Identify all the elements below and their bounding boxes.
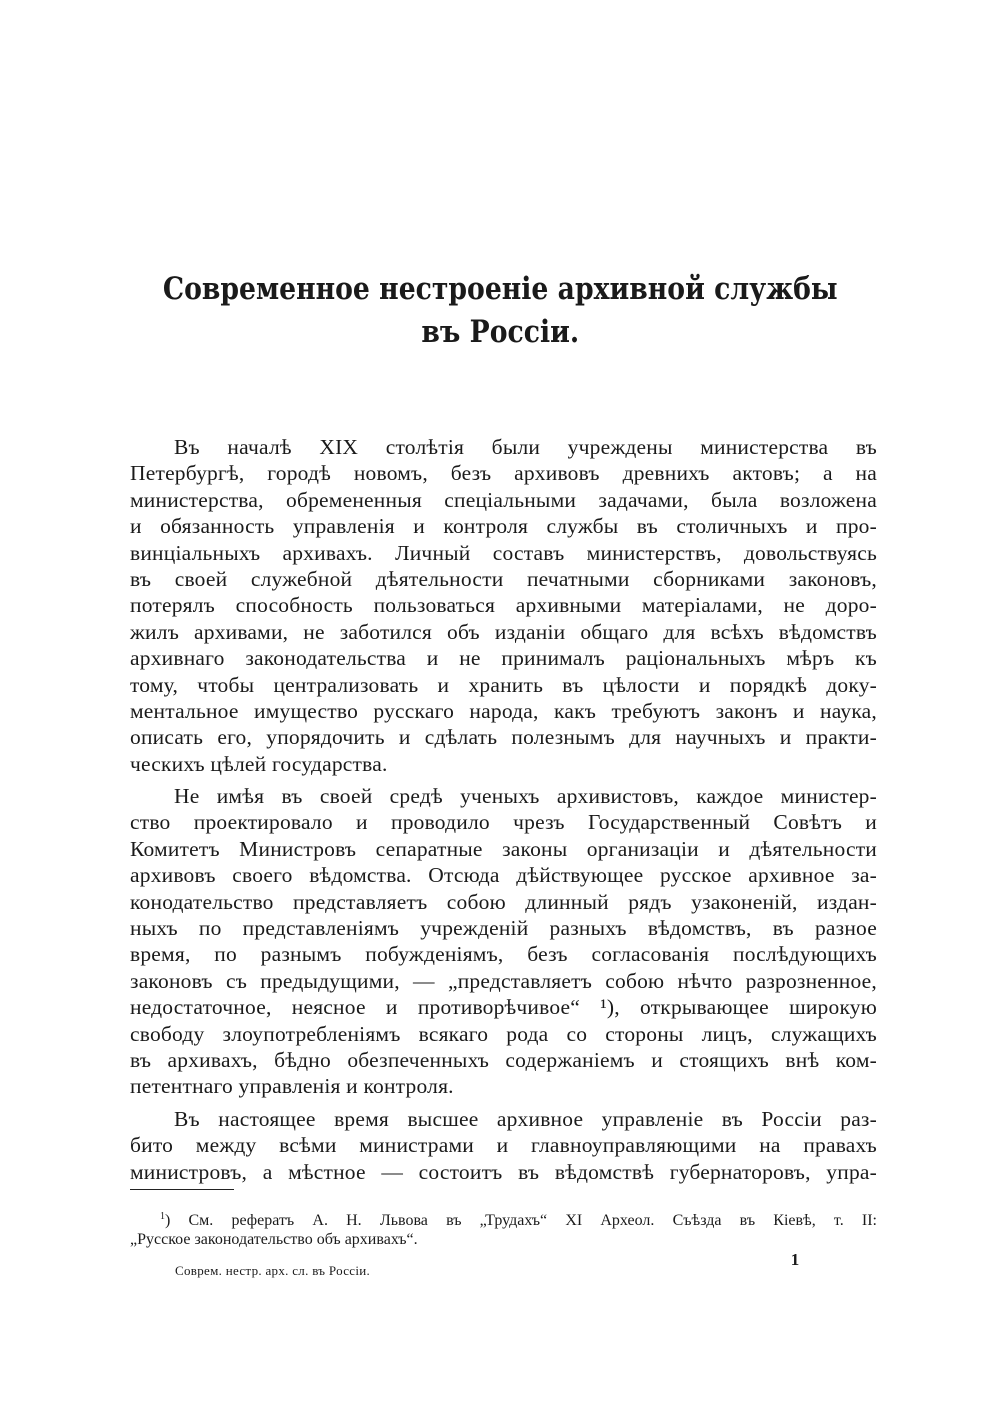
text-line: Не имѣя въ своей средѣ ученыхъ архивистовъ, каждое министер- — [174, 784, 877, 809]
text-line: Въ настоящее время высшее архивное управленіе въ Россіи раз- — [174, 1106, 877, 1131]
text-line: ментальное имущество русскаго народа, какъ требуютъ законъ и наука, — [130, 698, 877, 723]
text-line: законовъ съ предыдущими, — „представляетъ собою нѣчто разрозненное, — [130, 968, 877, 993]
text-line: Въ началѣ XIX столѣтія были учреждены министерства въ — [174, 435, 877, 459]
text-line: ческихъ цѣлей государства. — [130, 751, 388, 776]
text-line: министровъ, а мѣстное — состоитъ въ вѣдомствѣ губернаторовъ, упра- — [130, 1159, 877, 1184]
text-line: Комитетъ Министровъ сепаратные законы организаціи и дѣятельности — [130, 836, 877, 861]
footnote-divider — [130, 1189, 234, 1190]
text-line: министерства, обремененныя спеціальными задачами, была возложена — [130, 487, 877, 512]
text-line: потерялъ способность пользоваться архивными матеріалами, не доро- — [130, 593, 877, 618]
page-title — [70, 268, 930, 354]
footnote-marker: 1 — [160, 1211, 165, 1222]
text-line: время, по разнымъ побужденіямъ, безъ согласованія послѣдующихъ — [130, 942, 877, 967]
text-line: архивнаго законодательства и не принималъ раціональныхъ мѣръ къ — [130, 646, 877, 671]
text-line: винціальныхъ архивахъ. Личный составъ министерствъ, довольствуясь — [130, 540, 877, 565]
text-line: конодательство представляетъ собою длинный рядъ узаконеній, издан- — [130, 889, 877, 914]
footnote-text: ) См. рефератъ А. Н. Львова въ „Трудахъ“ XI Археол. Съѣзда въ Кіевѣ, т. II: — [165, 1212, 877, 1229]
text-line: описать его, упорядочить и сдѣлать полезнымъ для научныхъ и практи- — [130, 725, 877, 750]
text-line: въ своей служебной дѣятельности печатными сборниками законовъ, — [130, 566, 877, 591]
text-line: бито между всѣми министрами и главноуправляющими на правахъ — [130, 1133, 877, 1158]
paragraph — [130, 1106, 877, 1185]
text-line: и обязанность управленія и контроля службы въ столичныхъ и про- — [130, 514, 877, 539]
body-text — [130, 434, 877, 1185]
footnote — [130, 1205, 877, 1251]
title-line-1: Современное нестроеніе архивной службы — [162, 271, 838, 307]
text-line: ныхъ по представленіямъ учрежденій разныхъ вѣдомствъ, въ разное — [130, 916, 877, 941]
paragraph — [130, 434, 877, 777]
text-line: недостаточное, неясное и противорѣчивое“ ¹), открывающее широкую — [130, 995, 877, 1020]
page-number: 1 — [790, 1250, 800, 1269]
text-line: петентнаго управленія и контроля. — [130, 1074, 454, 1099]
paragraph — [130, 783, 877, 1100]
signature-line: Соврем. нестр. арх. сл. въ Россіи. — [175, 1263, 371, 1278]
text-line: ство проектировало и проводило чрезъ Государственный Совѣтъ и — [130, 810, 877, 835]
text-line: Петербургѣ, городѣ новомъ, безъ архивовъ древнихъ актовъ; а на — [130, 461, 877, 486]
title-line-2: въ Россіи. — [421, 314, 580, 350]
text-line: въ архивахъ, бѣдно обезпеченныхъ содержаніемъ и стоящихъ внѣ ком- — [130, 1047, 877, 1072]
text-line: жилъ архивами, не заботился объ изданіи общаго для всѣхъ вѣдомствъ — [130, 619, 877, 644]
text-line: архивовъ своего вѣдомства. Отсюда дѣйствующее русское архивное за- — [130, 863, 877, 888]
text-line: свободу злоупотребленіямъ всякаго рода со стороны лицъ, служащихъ — [130, 1021, 877, 1046]
footnote-line-2: „Русское законодательство объ архивахъ“. — [130, 1231, 418, 1248]
text-line: тому, чтобы централизовать и хранить въ цѣлости и порядкѣ доку- — [130, 672, 877, 697]
footnote-line-1 — [130, 1205, 877, 1228]
